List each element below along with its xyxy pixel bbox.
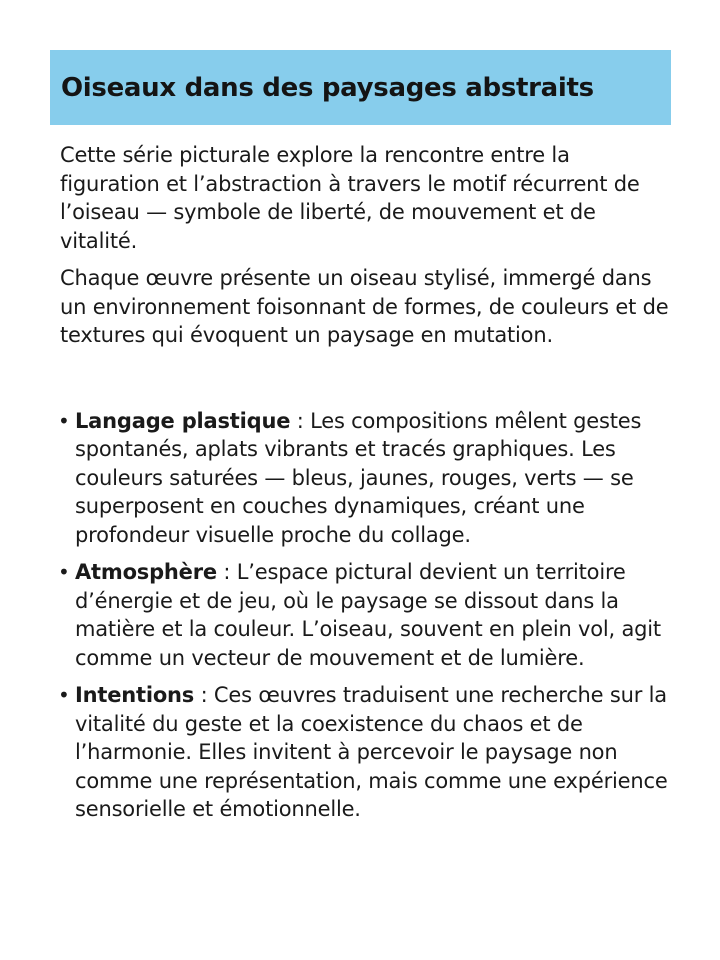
page-title: Oiseaux dans des paysages abstraits [61,72,594,103]
title-banner [50,50,671,125]
bullet-item-langage-plastique [60,407,672,550]
spacer [60,359,672,407]
bullet-dot-icon: • [58,408,70,433]
bullet-text: : L’espace pictural devient un territoire d’énergie et de jeu, où le paysage se dissout dans la matière et la couleur. L’oiseau, souvent en plein vol, agit comme un vecteur de mouvement et de lumière. [75,560,661,670]
text-body [60,141,672,833]
bullet-text: : Ces œuvres traduisent une recherche sur la vitalité du geste et la coexistence du chaos et de l’harmonie. Elles invitent à percevoir le paysage non comme une représentation, mais comme une expérience sensorielle et émotionnelle. [75,683,668,821]
bullet-dot-icon: • [58,560,70,584]
intro-paragraph-1: Cette série picturale explore la rencontre entre la figuration et l’abstraction à travers le motif récurrent de l’oiseau — symbole de liberté, de mouvement et de vitalité. [60,143,640,253]
intro-paragraph-2: Chaque œuvre présente un oiseau stylisé, immergé dans un environnement foisonnant de formes, de couleurs et de textures qui évoquent un paysage en mutation. [60,266,669,347]
bullet-term: Intentions [75,683,195,707]
bullet-item-atmosphere [60,558,672,672]
bullet-text: : Les compositions mêlent gestes spontanés, aplats vibrants et tracés graphiques. Les couleurs saturées — bleus, jaunes, rouges, verts — se superposent en couches dynamiques, créant une profondeur visuelle proche du collage. [75,408,642,547]
bullet-list [60,407,672,824]
bullet-dot-icon: • [58,683,70,707]
bullet-term: Atmosphère [75,560,217,584]
bullet-item-intentions [60,681,672,824]
bullet-term: Langage plastique [75,408,291,433]
